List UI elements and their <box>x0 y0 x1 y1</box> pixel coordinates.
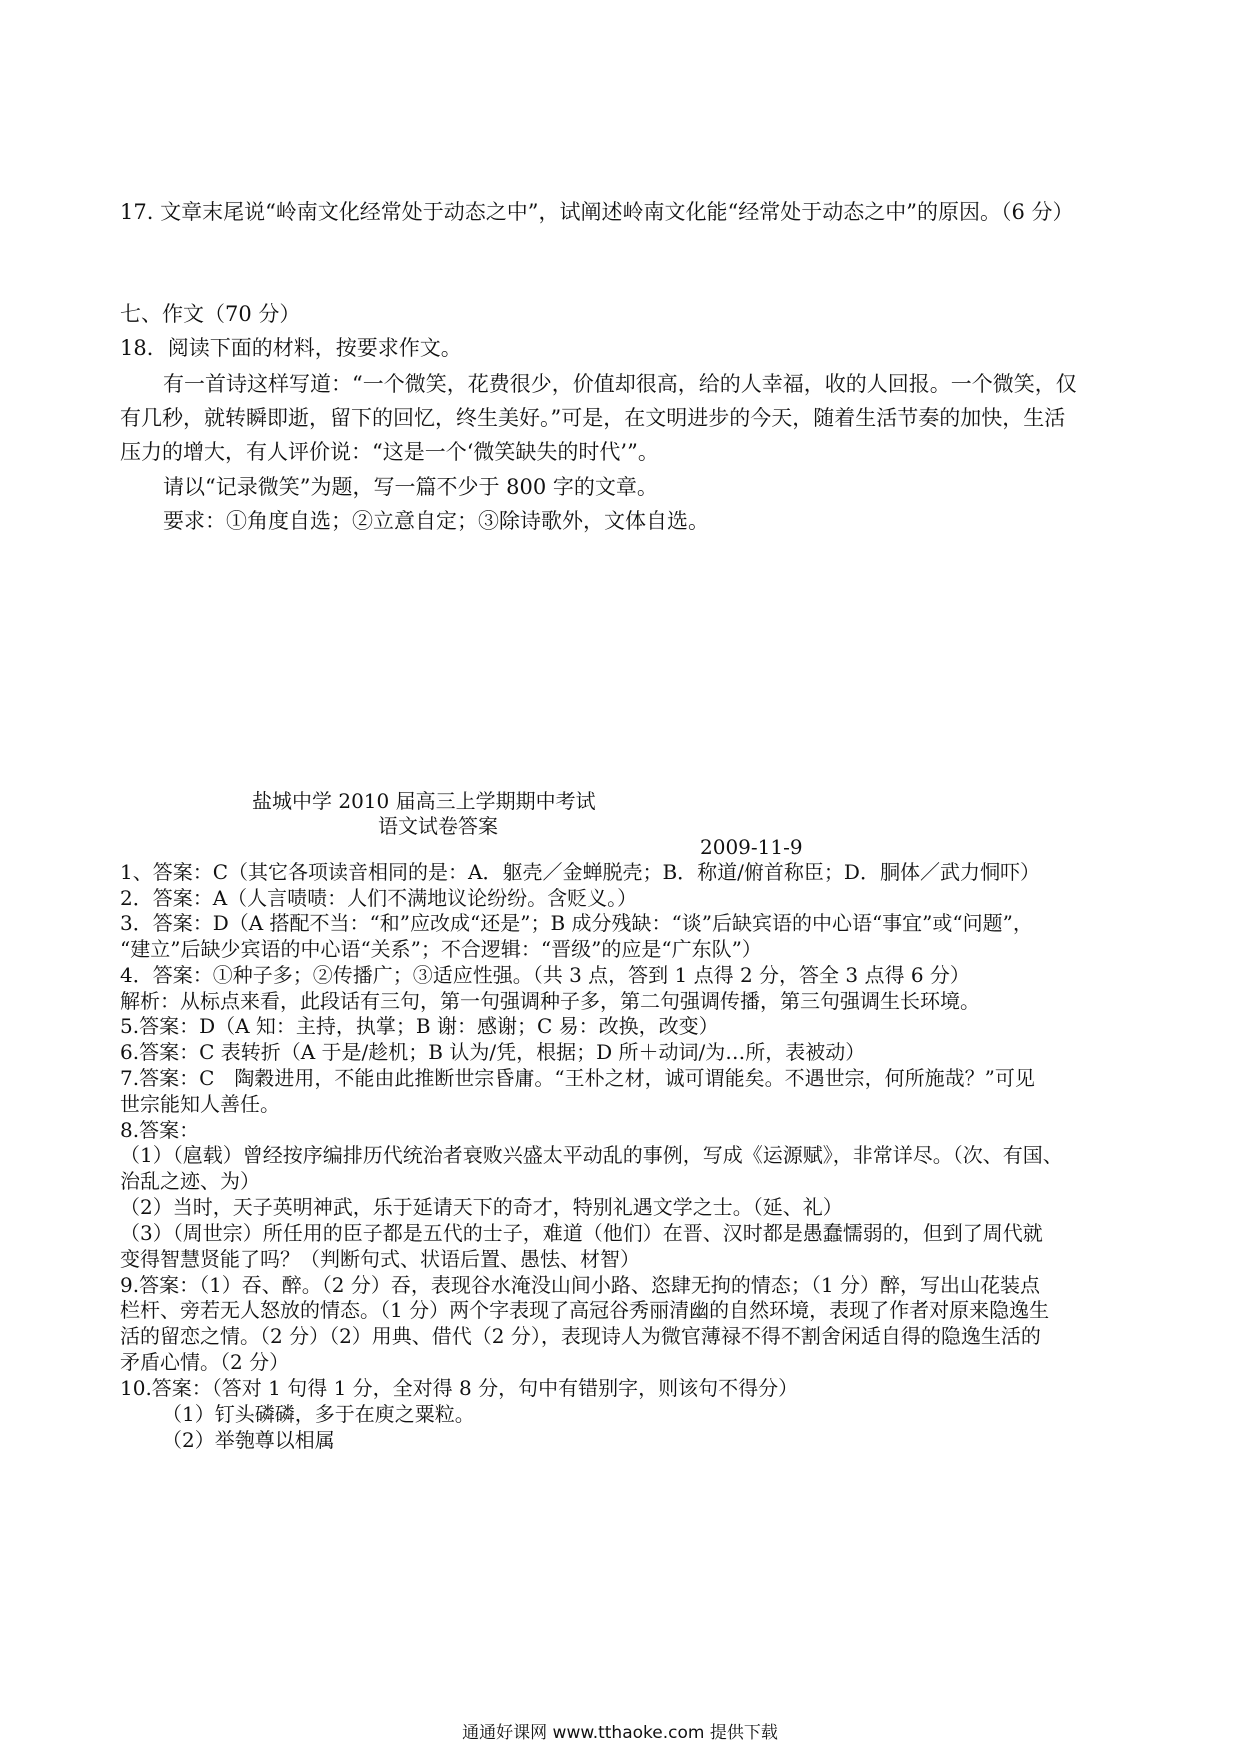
answer-8-1-continued: 治乱之迹、为） <box>120 1169 260 1193</box>
material-paragraph-line: 有一首诗这样写道：“一个微笑，花费很少，价值却很高，给的人幸福，收的人回报。一个微笑，仅 <box>163 372 1077 396</box>
answer-1: 1、答案：C（其它各项读音相同的是：A．躯壳／金蝉脱壳；B．称道/俯首称臣；D．胴体／武力恫吓） <box>120 860 1040 884</box>
answer-date: 2009-11-9 <box>700 835 803 859</box>
answer-8-2: （2）当时，天子英明神武，乐于延请天下的奇才，特别礼遇文学之士。（延、礼） <box>120 1195 843 1219</box>
answer-9-continued: 矛盾心情。（2 分） <box>120 1350 290 1374</box>
answer-8-3: （3）（周世宗）所任用的臣子都是五代的士子，难道（他们）在晋、汉时都是愚蠢懦弱的，但到了周代就 <box>120 1221 1043 1245</box>
section-heading-composition: 七、作文（70 分） <box>120 302 301 326</box>
answer-8: 8.答案： <box>120 1118 200 1142</box>
question-18: 18．阅读下面的材料，按要求作文。 <box>120 336 462 360</box>
answer-9-continued: 栏杆、旁若无人怒放的情态。（1 分）两个字表现了高冠谷秀丽清幽的自然环境，表现了作者对原来隐逸生 <box>120 1298 1050 1322</box>
answer-6: 6.答案：C 表转折（A 于是/趁机；B 认为/凭，根据；D 所＋动词/为…所，表被动） <box>120 1040 866 1064</box>
answer-title: 盐城中学 2010 届高三上学期期中考试 <box>252 789 596 813</box>
answer-8-1: （1）（扈载）曾经按序编排历代统治者衰败兴盛太平动乱的事例，写成《运源赋》，非常详尽。（次、有国、 <box>120 1143 1063 1167</box>
answer-7: 7.答案：C 陶穀进用，不能由此推断世宗昏庸。“王朴之材，诚可谓能矣。不遇世宗，何所施哉？”可见 <box>120 1066 1035 1090</box>
answer-7-continued: 世宗能知人善任。 <box>120 1092 280 1116</box>
answer-9-continued: 活的留恋之情。（2 分）（2）用典、借代（2 分），表现诗人为微官薄禄不得不割舍闲适自得的隐逸生活的 <box>120 1324 1041 1348</box>
answer-3-continued: “建立”后缺少宾语的中心语“关系”；不合逻辑：“晋级”的应是“广东队”） <box>120 937 762 961</box>
material-paragraph-line: 压力的增大，有人评价说：“这是一个‘微笑缺失的时代’”。 <box>120 440 659 464</box>
question-17: 17. 文章末尾说“岭南文化经常处于动态之中”，试阐述岭南文化能“经常处于动态之中”的原因。（6 分） <box>120 200 1074 224</box>
answer-subtitle: 语文试卷答案 <box>378 814 498 838</box>
answer-2: 2．答案：A（人言啧啧：人们不满地议论纷纷。含贬义。） <box>120 886 638 910</box>
answer-4: 4．答案：①种子多；②传播广；③适应性强。（共 3 点，答到 1 点得 2 分，答全 3 点得 6 分） <box>120 963 970 987</box>
answer-9: 9.答案：（1）吞、醉。（2 分）吞，表现谷水淹没山间小路、恣肆无拘的情态；（1 分）醉，写出山花装点 <box>120 1273 1040 1297</box>
composition-requirements: 要求：①角度自选；②立意自定；③除诗歌外，文体自选。 <box>163 509 709 533</box>
answer-5: 5.答案：D（A 知：主持，执掌；B 谢：感谢；C 易：改换，改变） <box>120 1014 719 1038</box>
answer-10-2: （2）举匏尊以相属 <box>162 1428 335 1452</box>
answer-4-analysis: 解析：从标点来看，此段话有三句，第一句强调种子多，第二句强调传播，第三句强调生长环境。 <box>120 989 980 1013</box>
material-paragraph-line: 有几秒，就转瞬即逝，留下的回忆，终生美好。”可是，在文明进步的今天，随着生活节奏的加快，生活 <box>120 406 1066 430</box>
answer-10-1: （1）钉头磷磷，多于在庾之粟粒。 <box>162 1402 475 1426</box>
page-footer: 通通好课网 www.tthaoke.com 提供下载 <box>462 1723 778 1743</box>
answer-3: 3．答案：D（A 搭配不当：“和”应改成“还是”；B 成分残缺：“谈”后缺宾语的中心语“事宜”或“问题”， <box>120 911 1033 935</box>
composition-topic: 请以“记录微笑”为题，写一篇不少于 800 字的文章。 <box>163 475 658 499</box>
answer-8-3-continued: 变得智慧贤能了吗？（判断句式、状语后置、愚怯、材智） <box>120 1247 640 1271</box>
answer-10: 10.答案：（答对 1 句得 1 分，全对得 8 分，句中有错别字，则该句不得分） <box>120 1376 799 1400</box>
